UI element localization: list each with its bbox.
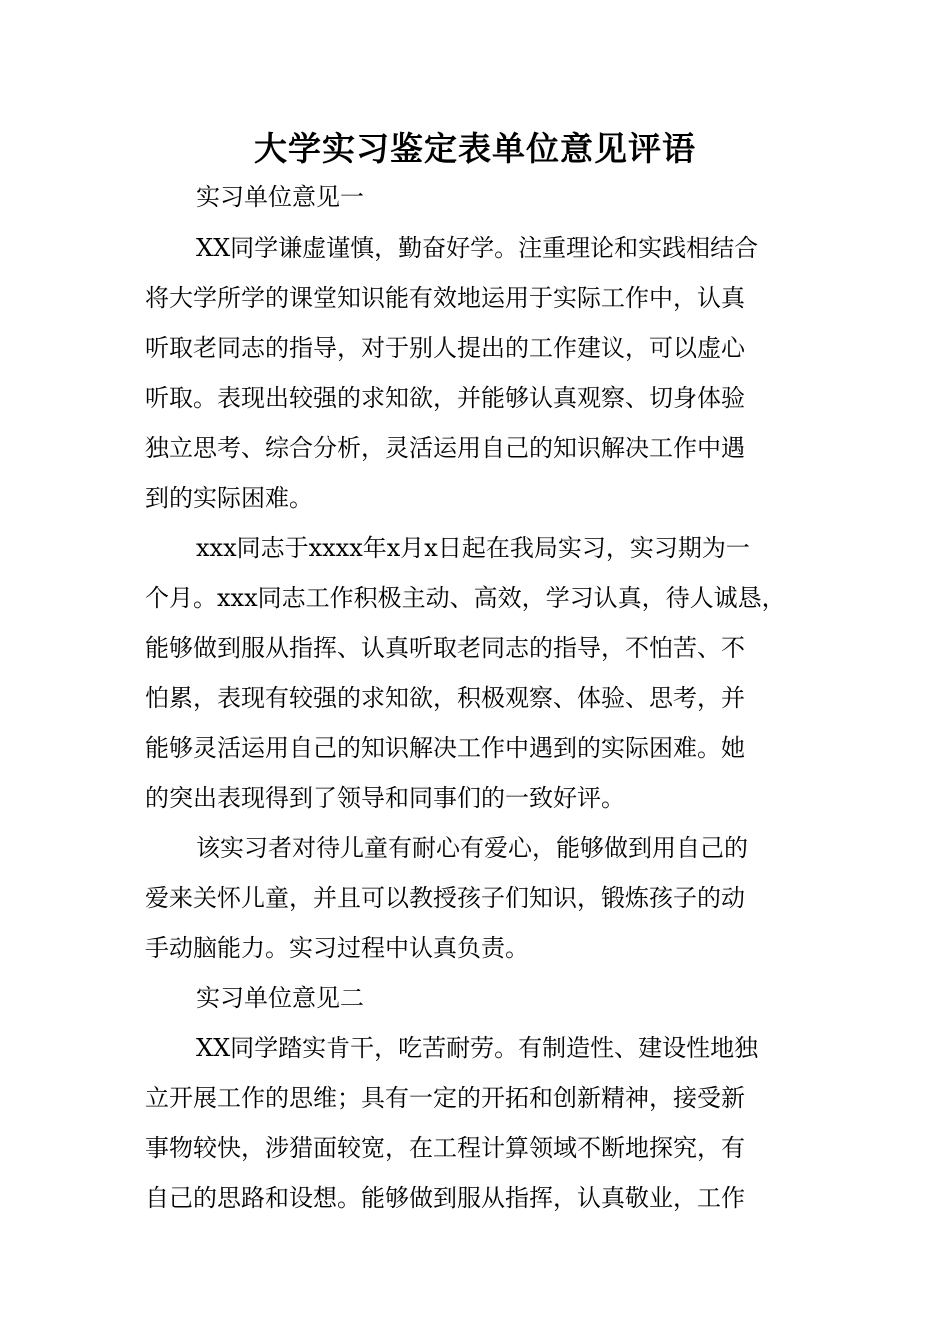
paragraph-line: 该实习者对待儿童有耐心有爱心，能够做到用自己的 (196, 834, 748, 862)
paragraph-line: 听取。表现出较强的求知欲，并能够认真观察、切身体验 (145, 384, 745, 412)
section-heading-1: 实习单位意见一 (196, 183, 364, 211)
paragraph-line: XX同学踏实肯干，吃苦耐劳。有制造性、建设性地独 (196, 1034, 759, 1062)
paragraph-line: XX同学谦虚谨慎，勤奋好学。注重理论和实践相结合 (196, 234, 759, 262)
paragraph-line: 手动脑能力。实习过程中认真负责。 (145, 934, 529, 962)
paragraph-line: 的突出表现得到了领导和同事们的一致好评。 (145, 784, 625, 812)
paragraph-line: 将大学所学的课堂知识能有效地运用于实际工作中，认真 (145, 284, 745, 312)
paragraph-line: 独立思考、综合分析，灵活运用自己的知识解决工作中遇 (145, 434, 745, 462)
paragraph-line: xxx同志于xxxx年x月x日起在我局实习，实习期为一 (196, 534, 750, 562)
paragraph-line: 自己的思路和设想。能够做到服从指挥，认真敬业，工作 (145, 1184, 745, 1212)
paragraph-line: 立开展工作的思维；具有一定的开拓和创新精神，接受新 (145, 1084, 745, 1112)
paragraph-line: 听取老同志的指导，对于别人提出的工作建议，可以虚心 (145, 334, 745, 362)
paragraph-line: 能够做到服从指挥、认真听取老同志的指导，不怕苦、不 (145, 634, 745, 662)
section-heading-2: 实习单位意见二 (196, 984, 364, 1012)
paragraph-line: 怕累，表现有较强的求知欲，积极观察、体验、思考，并 (145, 684, 745, 712)
paragraph-line: 到的实际困难。 (145, 484, 313, 512)
document-title: 大学实习鉴定表单位意见评语 (254, 129, 696, 168)
paragraph-line: 个月。xxx同志工作积极主动、高效，学习认真，待人诚恳， (145, 584, 786, 612)
paragraph-line: 事物较快，涉猎面较宽，在工程计算领域不断地探究，有 (145, 1134, 745, 1162)
paragraph-line: 爱来关怀儿童，并且可以教授孩子们知识，锻炼孩子的动 (145, 884, 745, 912)
paragraph-line: 能够灵活运用自己的知识解决工作中遇到的实际困难。她 (145, 734, 745, 762)
